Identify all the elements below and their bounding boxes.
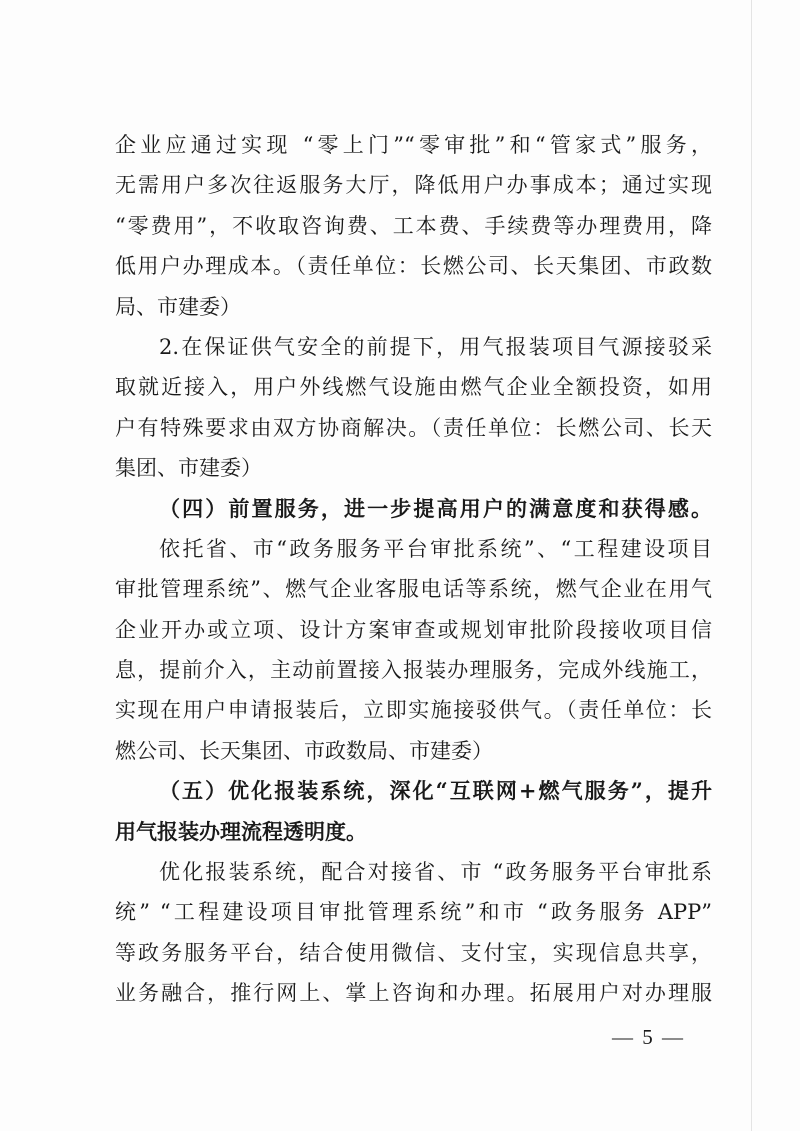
text-line: 息，提前介入，主动前置接入报装办理服务，完成外线施工，: [115, 658, 712, 683]
text-line: 低用户办理成本。（责任单位：长燃公司、长天集团、市政数: [115, 254, 712, 279]
paragraph: [115, 529, 712, 771]
text-line: 实现在用户申请报装后，立即实施接驳供气。（责任单位：长: [115, 698, 712, 723]
paragraph: [115, 852, 712, 1014]
text-line: 统” “工程建设项目审批管理系统”和市 “政务服务 APP”: [115, 900, 712, 925]
document-body: [115, 125, 712, 1014]
text-line: 审批管理系统”、燃气企业客服电话等系统，燃气企业在用气: [115, 577, 712, 602]
text-line: 业务融合，推行网上、掌上咨询和办理。拓展用户对办理服: [115, 981, 712, 1006]
text-line: 2.在保证供气安全的前提下，用气报装项目气源接驳采: [159, 334, 712, 359]
text-line: 取就近接入，用户外线燃气设施由燃气企业全额投资，如用: [115, 375, 712, 400]
text-line: 户有特殊要求由双方协商解决。（责任单位：长燃公司、长天: [115, 415, 712, 440]
text-line: 企业开办或立项、设计方案审查或规划审批阶段接收项目信: [115, 617, 712, 642]
text-line: 无需用户多次往返服务大厅，降低用户办事成本；通过实现: [115, 173, 712, 198]
text-line: 集团、市建委）: [115, 456, 262, 481]
text-line: “零费用”，不收取咨询费、工本费、手续费等办理费用，降: [115, 213, 712, 238]
text-line: 燃公司、长天集团、市政数局、市建委）: [115, 738, 493, 763]
text-line: 等政务服务平台，结合使用微信、支付宝，实现信息共享，: [115, 940, 712, 965]
text-line: （五）优化报装系统，深化“互联网+燃气服务”，提升: [159, 778, 712, 804]
page-edge-line: [751, 0, 752, 1131]
page-number: — 5 —: [612, 1025, 685, 1049]
section-heading: [115, 489, 712, 529]
text-line: 用气报装办理流程透明度。: [115, 818, 367, 844]
text-line: 局、市建委）: [115, 294, 241, 319]
text-line: （四）前置服务，进一步提高用户的满意度和获得感。: [159, 495, 712, 521]
paragraph: [115, 125, 712, 327]
text-line: 优化报装系统，配合对接省、市 “政务服务平台审批系: [159, 860, 712, 885]
text-line: 企业应通过实现 “零上门”“零审批”和“管家式”服务，: [115, 133, 712, 157]
paragraph: [115, 327, 712, 489]
section-heading: [115, 771, 712, 852]
text-line: 依托省、市“政务服务平台审批系统”、“工程建设项目: [159, 536, 712, 561]
